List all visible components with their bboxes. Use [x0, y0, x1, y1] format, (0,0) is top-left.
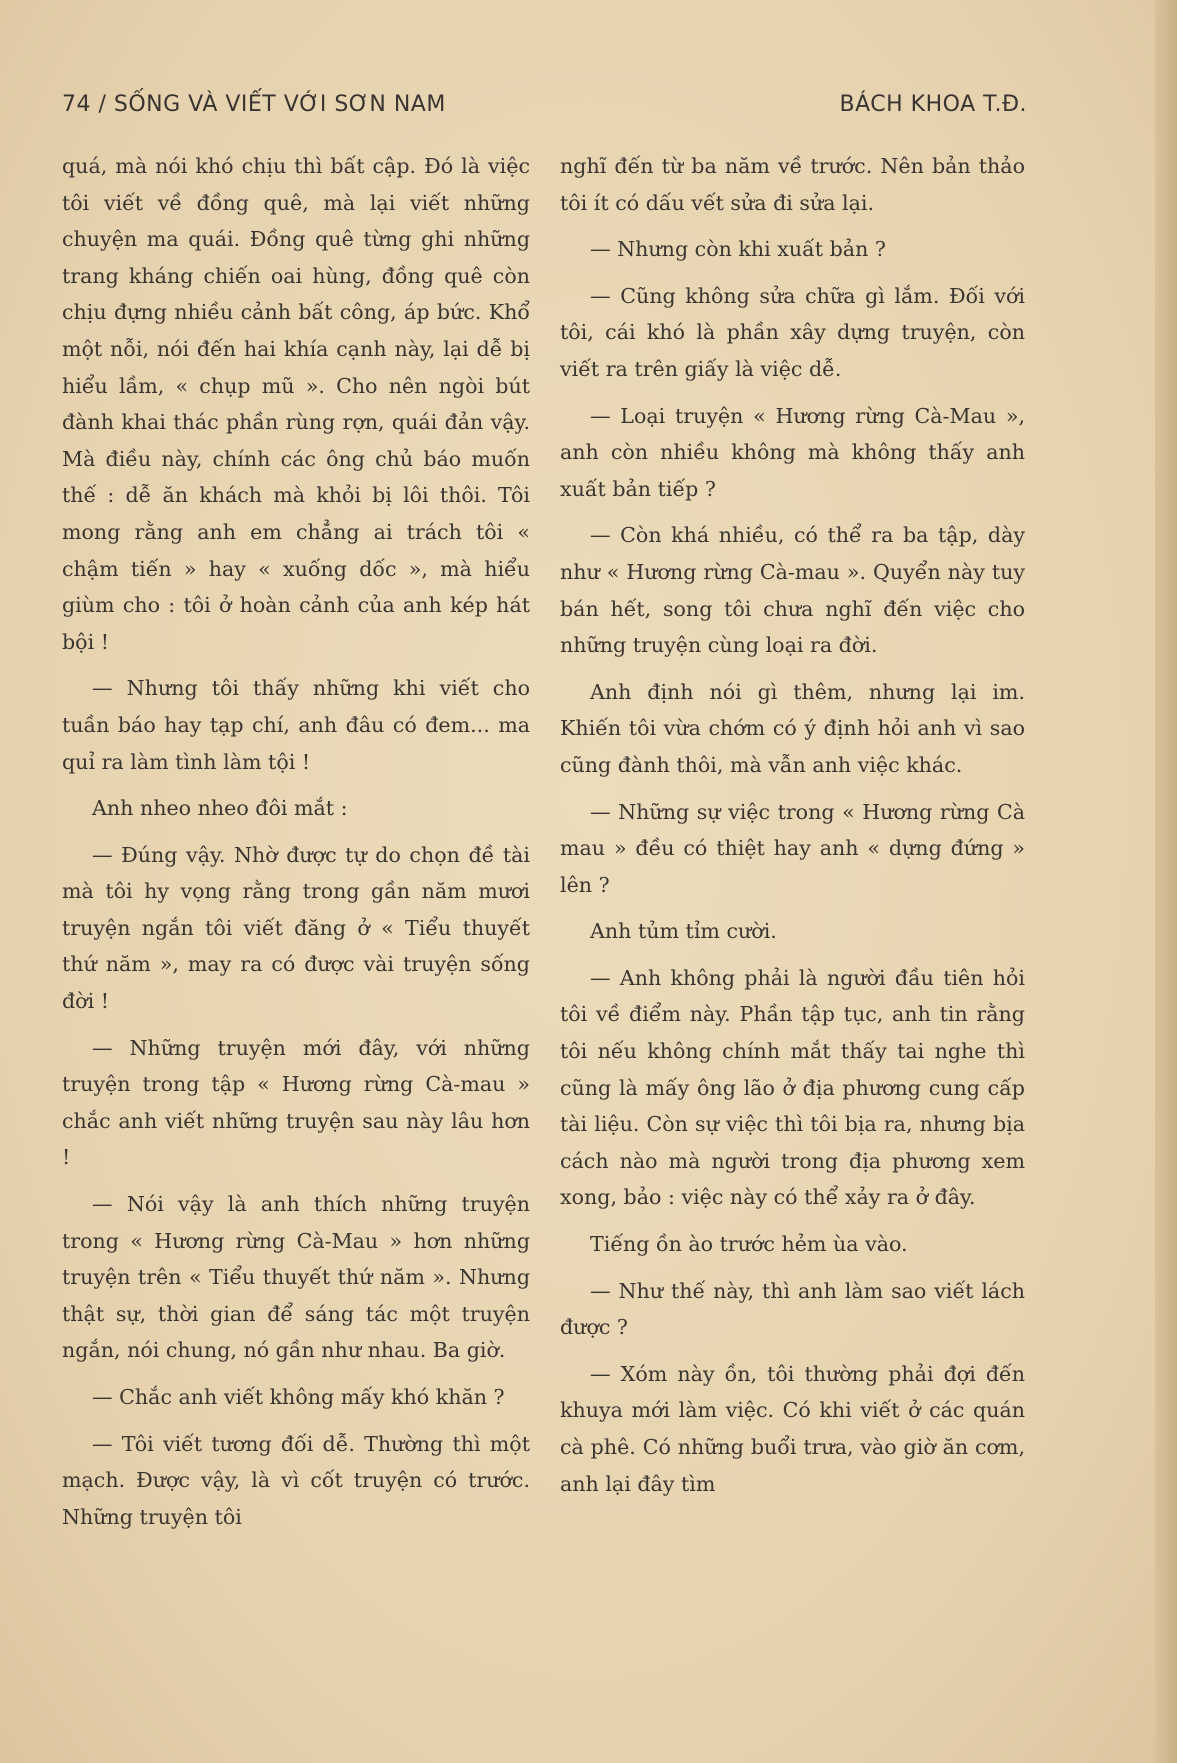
paragraph: — Những truyện mới đây, với những truyện trong tập « Hương rừng Cà-mau » chắc anh viết những truyện sau này lâu hơn ! [62, 1035, 530, 1170]
paragraph: — Như thế này, thì anh làm sao viết lách được ? [560, 1278, 1025, 1340]
page-edge [1155, 0, 1177, 1763]
header-right: BÁCH KHOA T.Đ. [839, 92, 1027, 117]
paragraph: — Những sự việc trong « Hương rừng Cà mau » đều có thiệt hay anh « dựng đứng » lên ? [560, 799, 1025, 897]
right-column [560, 148, 1025, 1512]
paragraph: Tiếng ồn ào trước hẻm ùa vào. [590, 1232, 908, 1257]
paragraph: Anh tủm tỉm cười. [590, 919, 777, 944]
paragraph: — Nhưng tôi thấy những khi viết cho tuần báo hay tạp chí, anh đâu có đem... ma quỉ ra làm tình làm tội ! [62, 676, 530, 774]
header-left: 74 / SỐNG VÀ VIẾT VỚI SƠN NAM [62, 92, 446, 117]
paragraph: — Loại truyện « Hương rừng Cà-Mau », anh còn nhiều không mà không thấy anh xuất bản tiếp ? [560, 403, 1025, 501]
paragraph: — Chắc anh viết không mấy khó khăn ? [92, 1385, 505, 1409]
paragraph: — Anh không phải là người đầu tiên hỏi tôi về điểm này. Phần tập tục, anh tin rằng tôi nếu không chính mắt thấy tai nghe thì cũng là mấy ông lão ở địa phương cung cấp tài liệu. Còn sự việc thì tôi bịa ra, nhưng bịa cách nào mà người trong địa phương xem xong, bảo : việc này có thể xảy ra ở đây. [560, 965, 1025, 1210]
paragraph: quá, mà nói khó chịu thì bất cập. Đó là việc tôi viết về đồng quê, mà lại viết những chuyện ma quái. Đồng quê từng ghi những trang kháng chiến oai hùng, đồng quê còn chịu đựng nhiều cảnh bất công, áp bức. Khổ một nỗi, nói đến hai khía cạnh này, lại dễ bị hiểu lầm, « chụp mũ ». Cho nên ngòi bút đành khai thác phần rùng rợn, quái đản vậy. Mà điều này, chính các ông chủ báo muốn thế : dễ ăn khách mà khỏi bị lôi thôi. Tôi mong rằng anh em chẳng ai trách tôi « chậm tiến » hay « xuống dốc », mà hiểu giùm cho : tôi ở hoàn cảnh của anh kép hát bội ! [62, 154, 530, 654]
paragraph: — Đúng vậy. Nhờ được tự do chọn đề tài mà tôi hy vọng rằng trong gần năm mươi truyện ngắn tôi viết đăng ở « Tiểu thuyết thứ năm », may ra có được vài truyện sống đời ! [62, 842, 530, 1014]
paragraph: — Còn khá nhiều, có thể ra ba tập, dày như « Hương rừng Cà-mau ». Quyển này tuy bán hết, song tôi chưa nghĩ đến việc cho những truyện cùng loại ra đời. [560, 523, 1025, 658]
paragraph: Anh định nói gì thêm, nhưng lại im. Khiến tôi vừa chớm có ý định hỏi anh vì sao cũng đành thôi, mà vẫn anh việc khác. [560, 679, 1025, 777]
paragraph: — Nói vậy là anh thích những truyện trong « Hương rừng Cà-Mau » hơn những truyện trên « Tiểu thuyết thứ năm ». Nhưng thật sự, thời gian để sáng tác một truyện ngắn, nói chung, nó gần như nhau. Ba giờ. [62, 1192, 530, 1363]
paragraph: nghĩ đến từ ba năm về trước. Nên bản thảo tôi ít có dấu vết sửa đi sửa lại. [560, 154, 1025, 215]
paragraph: — Tôi viết tương đối dễ. Thường thì một mạch. Được vậy, là vì cốt truyện có trước. Những truyện tôi [62, 1431, 530, 1529]
paragraph: — Cũng không sửa chữa gì lắm. Đối với tôi, cái khó là phần xây dựng truyện, còn viết ra trên giấy là việc dễ. [560, 283, 1025, 381]
paragraph: Anh nheo nheo đôi mắt : [92, 796, 348, 821]
paragraph: — Nhưng còn khi xuất bản ? [590, 237, 886, 262]
running-header [62, 92, 1027, 126]
left-column [62, 148, 530, 1545]
paragraph: — Xóm này ồn, tôi thường phải đợi đến khuya mới làm việc. Có khi viết ở các quán cà phê. Có những buổi trưa, vào giờ ăn cơm, anh lại đây tìm [560, 1361, 1025, 1496]
